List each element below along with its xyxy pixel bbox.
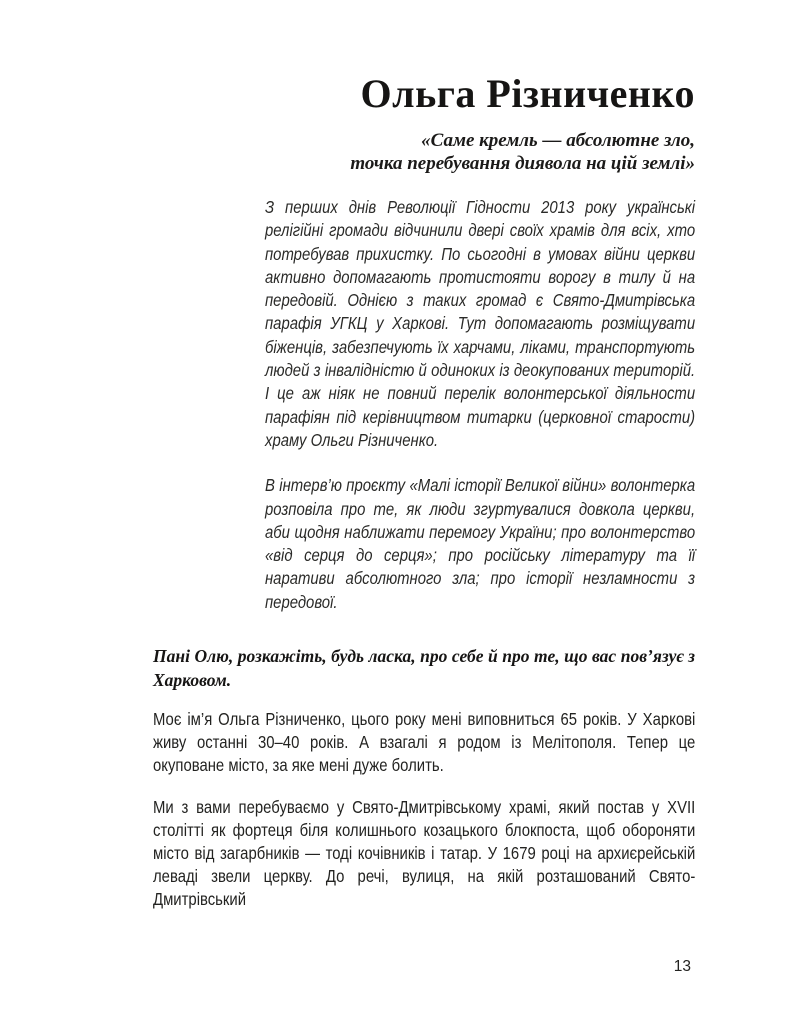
intro-paragraph-2: В інтерв’ю проєкту «Малі історії Великої війни» волонтерка розповіла про те, як люди згуртувалися довкола церкви, аби щодня наближати перемогу України; про волонтерство «від серця до серця»; про російську літературу та її наративи абсолютного зла; про історії незламности з передової. (265, 475, 696, 612)
intro-paragraph-1: З перших днів Революції Гідности 2013 року українські релігійні громади відчинили двері своїх храмів для всіх, хто потребував прихистку. По сьогодні в умовах війни церкви активно допомагають протистояти ворогу в тилу й на передовій. Однією з таких громад є Свято-Дмитрівська парафія УГКЦ у Харкові. Тут допомагають розміщувати біженців, забезпечують їх харчами, ліками, транспортують людей з інвалідністю й одиноких із деокупованих територій. І це аж ніяк не повний перелік волонтерської діяльности парафіян під керівництвом титарки (церковної старости) храму Ольги Різниченко. (265, 197, 696, 450)
chapter-title: Ольга Різниченко (360, 71, 695, 116)
answer-section (153, 708, 695, 910)
epigraph (350, 129, 695, 175)
intro-text-block (265, 196, 695, 614)
intro-section (265, 196, 695, 614)
page-number: 13 (673, 958, 691, 975)
answer-paragraph-1: Моє ім’я Ольга Різниченко, цього року мені виповниться 65 років. У Харкові живу останні 30–40 років. А взагалі я родом із Мелітополя. Тепер це окуповане місто, за яке мені дуже болить. (153, 709, 696, 775)
answer-paragraph-2: Ми з вами перебуваємо у Свято-Дмитрівському храмі, який постав у XVII столітті як фортеця біля колишнього козацького блокпоста, щоб обороняти місто від загарбників — тоді кочівників і татар. У 1679 році на архиєрейській леваді звели церкву. До речі, вулиця, на якій розташований Свято-Дмитрівський (153, 797, 696, 909)
interview-question: Пані Олю, розкажіть, будь ласка, про себе й про те, що вас пов’язує з Харковом. (153, 646, 695, 690)
epigraph-line-1: «Саме кремль — абсолютне зло, (421, 130, 695, 151)
epigraph-line-2: точка перебування диявола на цій землі» (350, 153, 695, 174)
